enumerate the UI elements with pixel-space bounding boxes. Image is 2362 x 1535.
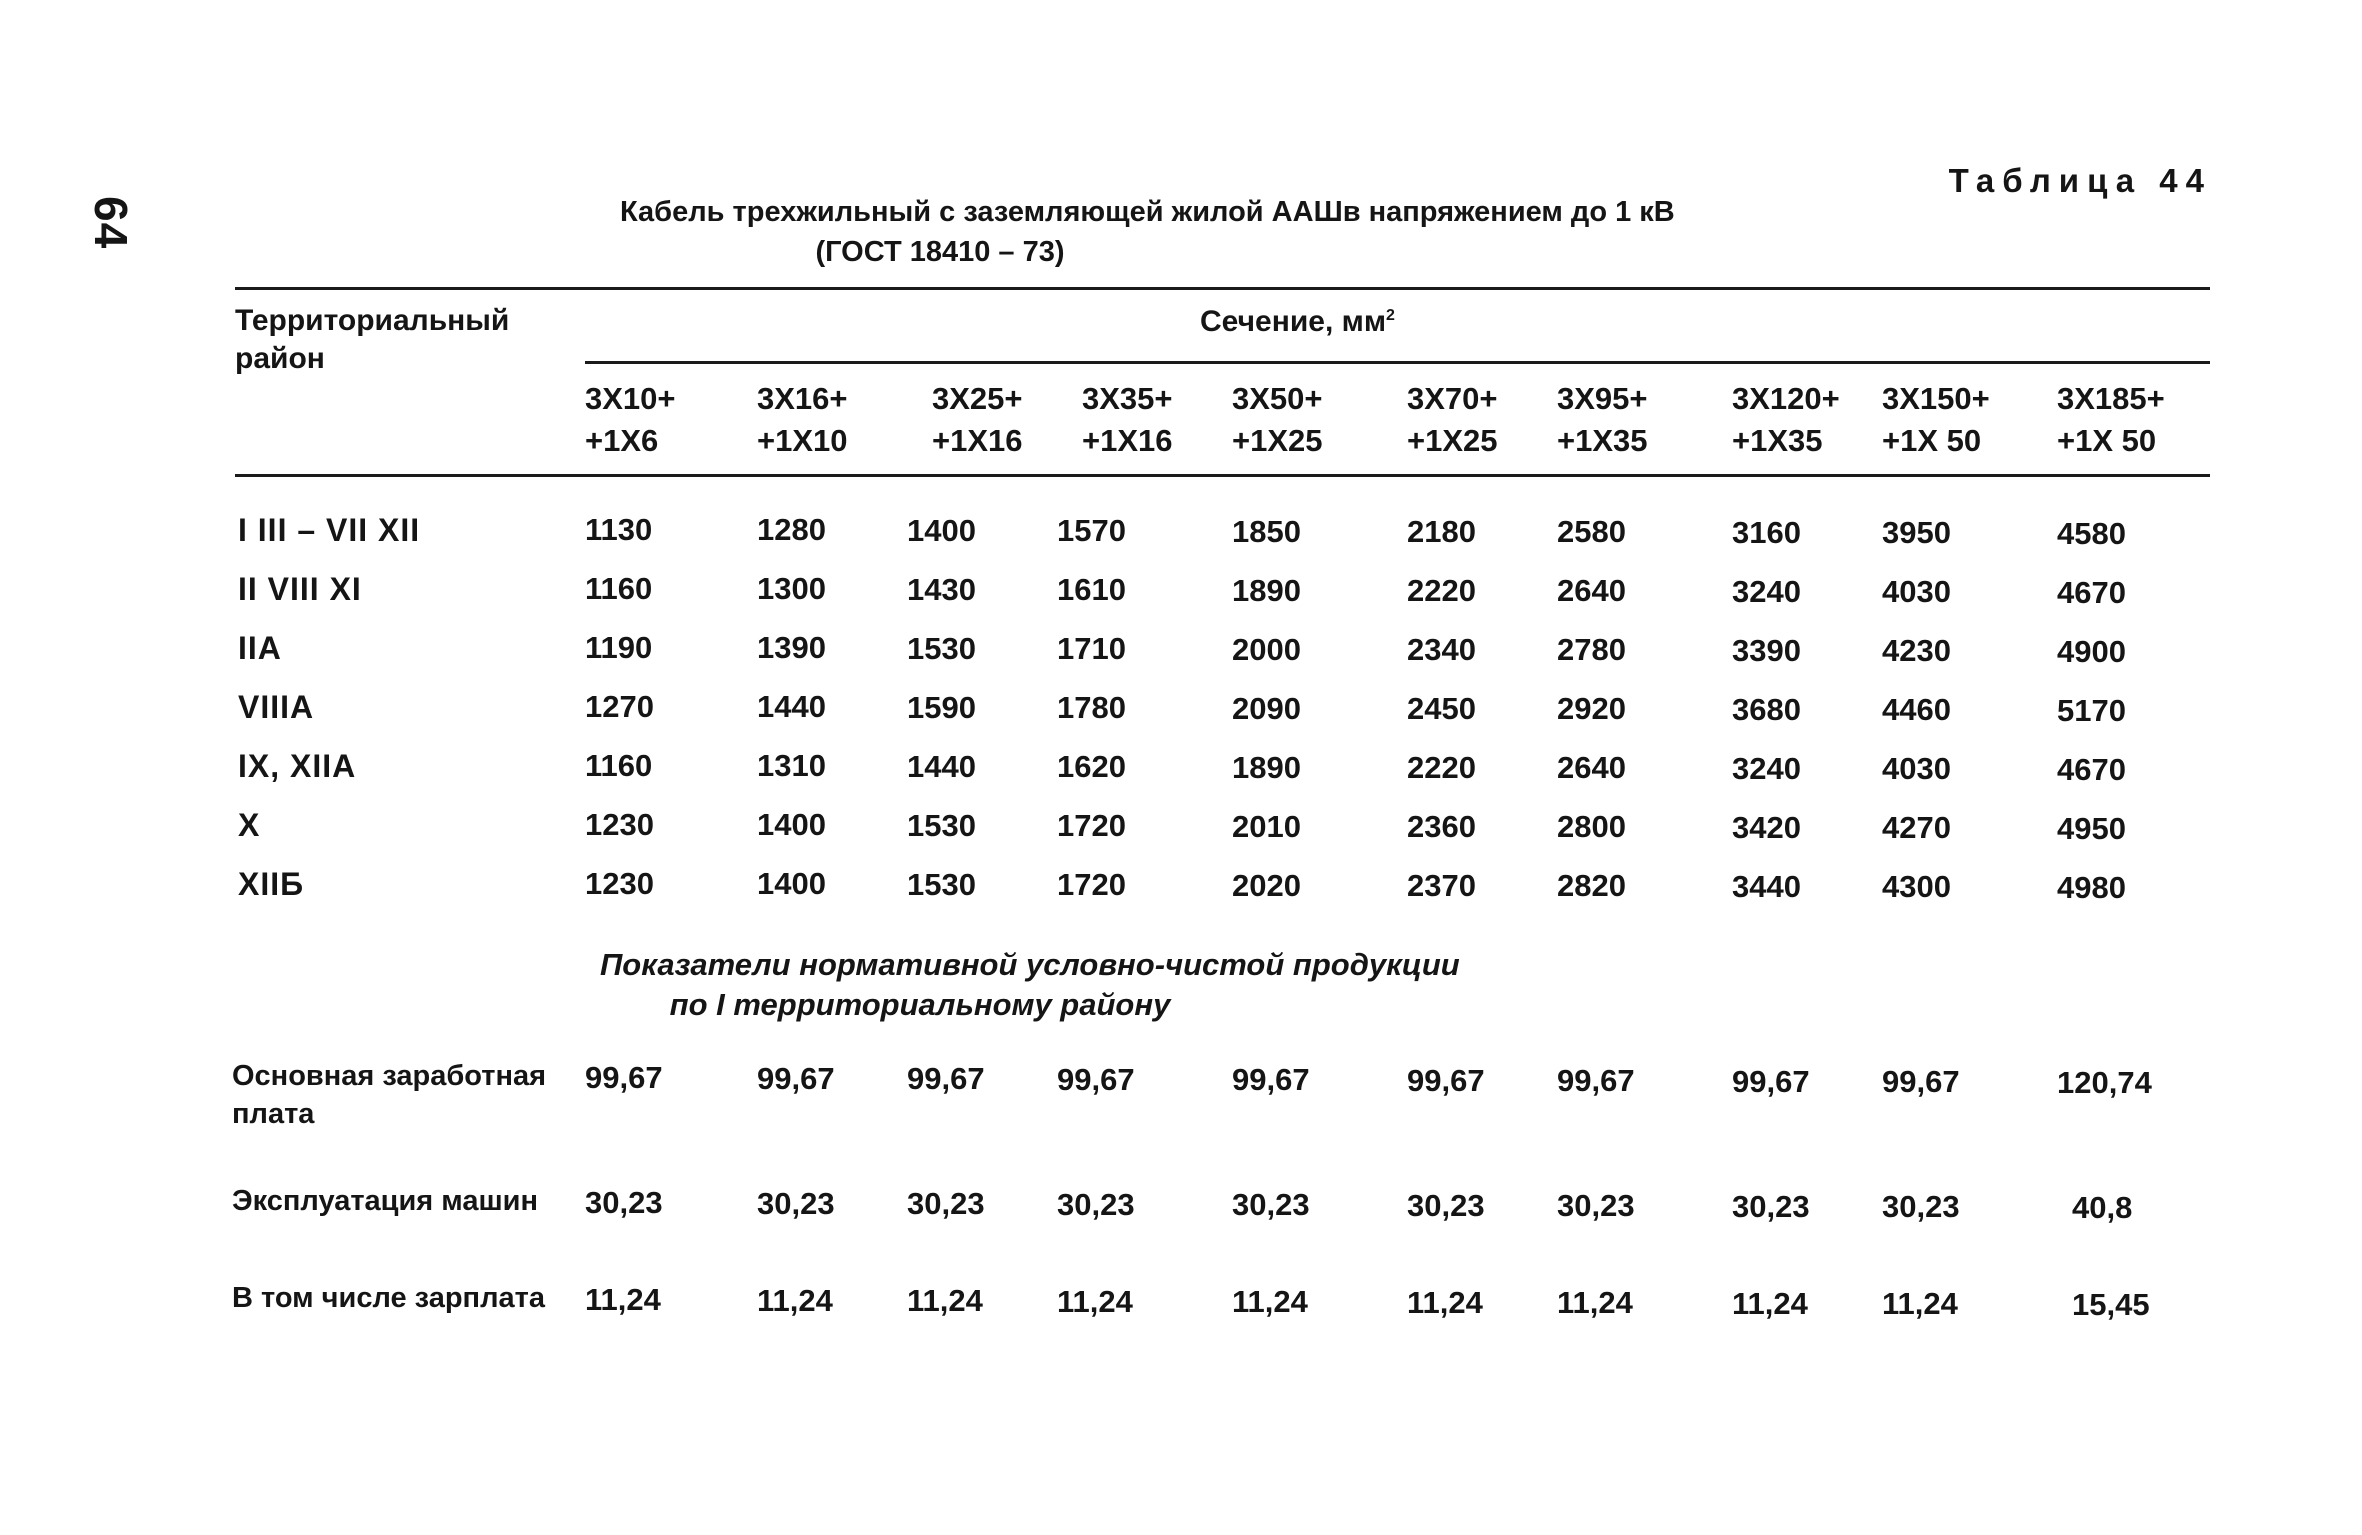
table-cell: 2340 bbox=[1407, 632, 1476, 667]
row-label: VIIIA bbox=[238, 689, 315, 725]
table-cell: 1160 bbox=[585, 571, 653, 606]
table-cell: 3680 bbox=[1732, 692, 1801, 727]
indicator-cell: 99,67 bbox=[1232, 1062, 1310, 1097]
table-cell: 1780 bbox=[1057, 690, 1126, 725]
table-cell: 2090 bbox=[1232, 691, 1301, 726]
column-header-line2: +1X25 bbox=[1407, 423, 1498, 458]
table-cell: 1390 bbox=[757, 630, 826, 665]
indicator-cell: 11,24 bbox=[1732, 1286, 1808, 1321]
column-header-line2: +1X 50 bbox=[1882, 423, 1982, 458]
table-cell: 3390 bbox=[1732, 633, 1801, 668]
indicator-label: В том числе зарплата bbox=[232, 1282, 545, 1314]
indicator-cell: 11,24 bbox=[757, 1283, 833, 1318]
table-cell: 2780 bbox=[1557, 632, 1626, 667]
table-cell: 4670 bbox=[2057, 575, 2126, 610]
table-cell: 2920 bbox=[1557, 691, 1626, 726]
indicator-cell: 11,24 bbox=[907, 1283, 983, 1318]
column-header bbox=[1082, 378, 1173, 462]
table-cell: 1230 bbox=[585, 866, 654, 901]
column-header-line2: +1X 50 bbox=[2057, 423, 2157, 458]
table-cell: 1230 bbox=[585, 807, 654, 842]
column-header-line2: +1X16 bbox=[1082, 423, 1173, 458]
table-cell: 3440 bbox=[1732, 869, 1801, 904]
table-cell: 2180 bbox=[1407, 514, 1476, 549]
column-header-line2: +1X16 bbox=[932, 423, 1023, 458]
table-cell: 2220 bbox=[1407, 573, 1476, 608]
indicator-cell: 30,23 bbox=[1732, 1189, 1810, 1224]
table-cell: 2450 bbox=[1407, 691, 1476, 726]
column-header bbox=[757, 378, 848, 462]
table-cell: 4670 bbox=[2057, 752, 2126, 787]
indicator-cell: 30,23 bbox=[585, 1185, 663, 1220]
column-header bbox=[585, 378, 676, 462]
indicator-cell: 11,24 bbox=[1057, 1284, 1133, 1319]
top-rule bbox=[235, 287, 2210, 290]
column-header-line1: 3X150+ bbox=[1882, 381, 1990, 416]
row-label: II VIII XI bbox=[238, 571, 362, 607]
table-cell: 2220 bbox=[1407, 750, 1476, 785]
column-header bbox=[1557, 378, 1648, 462]
table-cell: 2580 bbox=[1557, 514, 1626, 549]
column-header-line1: 3X70+ bbox=[1407, 381, 1498, 416]
table-cell: 1270 bbox=[585, 689, 654, 724]
header-bottom-rule bbox=[235, 474, 2210, 477]
table-cell: 1160 bbox=[585, 748, 653, 783]
table-cell: 2640 bbox=[1557, 750, 1626, 785]
table-cell: 2820 bbox=[1557, 868, 1626, 903]
indicator-label: Эксплуатация машин bbox=[232, 1185, 539, 1217]
indicator-cell: 11,24 bbox=[1232, 1284, 1308, 1319]
table-cell: 2020 bbox=[1232, 868, 1301, 903]
column-header bbox=[1232, 378, 1323, 462]
table-cell: 1590 bbox=[907, 690, 976, 725]
column-header bbox=[1407, 378, 1498, 462]
table-title-line1: Кабель трехжильный с заземляющей жилой ААШв напряжением до 1 кВ bbox=[620, 196, 1675, 228]
region-header: Территориальный район bbox=[235, 304, 510, 375]
column-header-line2: +1X10 bbox=[757, 423, 848, 458]
column-header-line1: 3X35+ bbox=[1082, 381, 1173, 416]
column-header-line2: +1X35 bbox=[1557, 423, 1648, 458]
table-cell: 5170 bbox=[2057, 693, 2126, 728]
table-cell: 2800 bbox=[1557, 809, 1626, 844]
column-header-line2: +1X6 bbox=[585, 423, 659, 458]
table-cell: 1530 bbox=[907, 808, 976, 843]
indicator-label: Основная заработная плата bbox=[232, 1060, 547, 1130]
row-label: XIIБ bbox=[238, 866, 305, 902]
indicator-cell: 99,67 bbox=[1557, 1063, 1635, 1098]
indicator-cell: 30,23 bbox=[1557, 1188, 1635, 1223]
section-header bbox=[1200, 305, 1395, 339]
table-cell: 1190 bbox=[585, 630, 653, 665]
indicator-cell: 40,8 bbox=[2072, 1190, 2133, 1225]
table-cell: 1440 bbox=[907, 749, 976, 784]
indicator-cell: 99,67 bbox=[1882, 1064, 1960, 1099]
column-header bbox=[1882, 378, 1990, 462]
indicator-cell: 11,24 bbox=[1882, 1286, 1958, 1321]
table-cell: 4580 bbox=[2057, 516, 2126, 551]
section-rule bbox=[585, 361, 2210, 364]
column-header-line1: 3X10+ bbox=[585, 381, 676, 416]
table-cell: 3160 bbox=[1732, 515, 1801, 550]
table-cell: 1850 bbox=[1232, 514, 1301, 549]
table-cell: 4980 bbox=[2057, 870, 2126, 905]
indicator-cell: 15,45 bbox=[2072, 1287, 2150, 1322]
table-cell: 1890 bbox=[1232, 573, 1301, 608]
table-cell: 2000 bbox=[1232, 632, 1301, 667]
indicator-cell: 99,67 bbox=[585, 1060, 663, 1095]
table-cell: 4300 bbox=[1882, 869, 1951, 904]
table-cell: 4030 bbox=[1882, 751, 1951, 786]
column-header-line1: 3X50+ bbox=[1232, 381, 1323, 416]
table-cell: 1570 bbox=[1057, 513, 1126, 548]
indicator-cell: 11,24 bbox=[585, 1282, 661, 1317]
table-cell: 1530 bbox=[907, 867, 976, 902]
section-header-label: Сечение, мм bbox=[1200, 305, 1387, 338]
indicator-cell: 30,23 bbox=[1057, 1187, 1135, 1222]
indicator-cell: 99,67 bbox=[907, 1061, 985, 1096]
table-cell: 1440 bbox=[757, 689, 826, 724]
column-header bbox=[1732, 378, 1840, 462]
table-cell: 1530 bbox=[907, 631, 976, 666]
column-header-line1: 3X25+ bbox=[932, 381, 1023, 416]
table-title bbox=[620, 192, 1675, 272]
table-cell: 4030 bbox=[1882, 574, 1951, 609]
table-cell: 1400 bbox=[907, 513, 976, 548]
row-label: I III – VII XII bbox=[238, 512, 421, 548]
table-cell: 1720 bbox=[1057, 867, 1126, 902]
column-header bbox=[932, 378, 1023, 462]
table-cell: 1310 bbox=[757, 748, 826, 783]
table-cell: 1710 bbox=[1057, 631, 1126, 666]
table-cell: 4900 bbox=[2057, 634, 2126, 669]
table-cell: 1610 bbox=[1057, 572, 1126, 607]
indicator-cell: 30,23 bbox=[1232, 1187, 1310, 1222]
table-cell: 4270 bbox=[1882, 810, 1951, 845]
indicator-cell: 11,24 bbox=[1407, 1285, 1483, 1320]
table-cell: 1400 bbox=[757, 807, 826, 842]
indicator-cell: 30,23 bbox=[1882, 1189, 1960, 1224]
table-cell: 4230 bbox=[1882, 633, 1951, 668]
indicator-cell: 11,24 bbox=[1557, 1285, 1633, 1320]
column-header-line1: 3X120+ bbox=[1732, 381, 1840, 416]
table-cell: 3240 bbox=[1732, 751, 1801, 786]
table-cell: 2010 bbox=[1232, 809, 1301, 844]
table-cell: 1890 bbox=[1232, 750, 1301, 785]
indicator-cell: 99,67 bbox=[1057, 1062, 1135, 1097]
indicators-subtitle bbox=[600, 945, 1460, 1025]
indicator-cell: 99,67 bbox=[1407, 1063, 1485, 1098]
section-header-unit: 2 bbox=[1386, 307, 1395, 324]
indicator-cell: 30,23 bbox=[757, 1186, 835, 1221]
table-cell: 1400 bbox=[757, 866, 826, 901]
column-header-line1: 3X185+ bbox=[2057, 381, 2165, 416]
column-header-line2: +1X35 bbox=[1732, 423, 1823, 458]
row-label: IX, XIIA bbox=[238, 748, 357, 784]
table-cell: 4460 bbox=[1882, 692, 1951, 727]
table-title-line2: (ГОСТ 18410 – 73) bbox=[815, 236, 1065, 268]
column-header bbox=[2057, 378, 2165, 462]
table-cell: 1620 bbox=[1057, 749, 1126, 784]
table-cell: 1430 bbox=[907, 572, 976, 607]
table-cell: 2360 bbox=[1407, 809, 1476, 844]
table-cell: 1720 bbox=[1057, 808, 1126, 843]
table-cell: 2370 bbox=[1407, 868, 1476, 903]
table-cell: 2640 bbox=[1557, 573, 1626, 608]
table-label: Таблица 44 bbox=[1948, 162, 2212, 199]
table-cell: 3240 bbox=[1732, 574, 1801, 609]
table-cell: 1300 bbox=[757, 571, 826, 606]
page-number: 64 bbox=[85, 196, 137, 250]
indicator-cell: 120,74 bbox=[2057, 1065, 2152, 1100]
indicator-cell: 99,67 bbox=[1732, 1064, 1810, 1099]
column-header-line1: 3X16+ bbox=[757, 381, 848, 416]
indicators-subtitle-line2: по I территориальному району bbox=[669, 987, 1171, 1022]
indicator-cell: 99,67 bbox=[757, 1061, 835, 1096]
column-header-line2: +1X25 bbox=[1232, 423, 1323, 458]
row-label: X bbox=[238, 807, 261, 843]
table-cell: 1130 bbox=[585, 512, 653, 547]
row-label: IIA bbox=[238, 630, 282, 666]
indicators-subtitle-line1: Показатели нормативной условно-чистой продукции bbox=[600, 947, 1460, 982]
table-cell: 1280 bbox=[757, 512, 826, 547]
indicator-cell: 30,23 bbox=[1407, 1188, 1485, 1223]
table-cell: 3950 bbox=[1882, 515, 1951, 550]
table-cell: 3420 bbox=[1732, 810, 1801, 845]
indicator-cell: 30,23 bbox=[907, 1186, 985, 1221]
table-cell: 4950 bbox=[2057, 811, 2126, 846]
column-header-line1: 3X95+ bbox=[1557, 381, 1648, 416]
